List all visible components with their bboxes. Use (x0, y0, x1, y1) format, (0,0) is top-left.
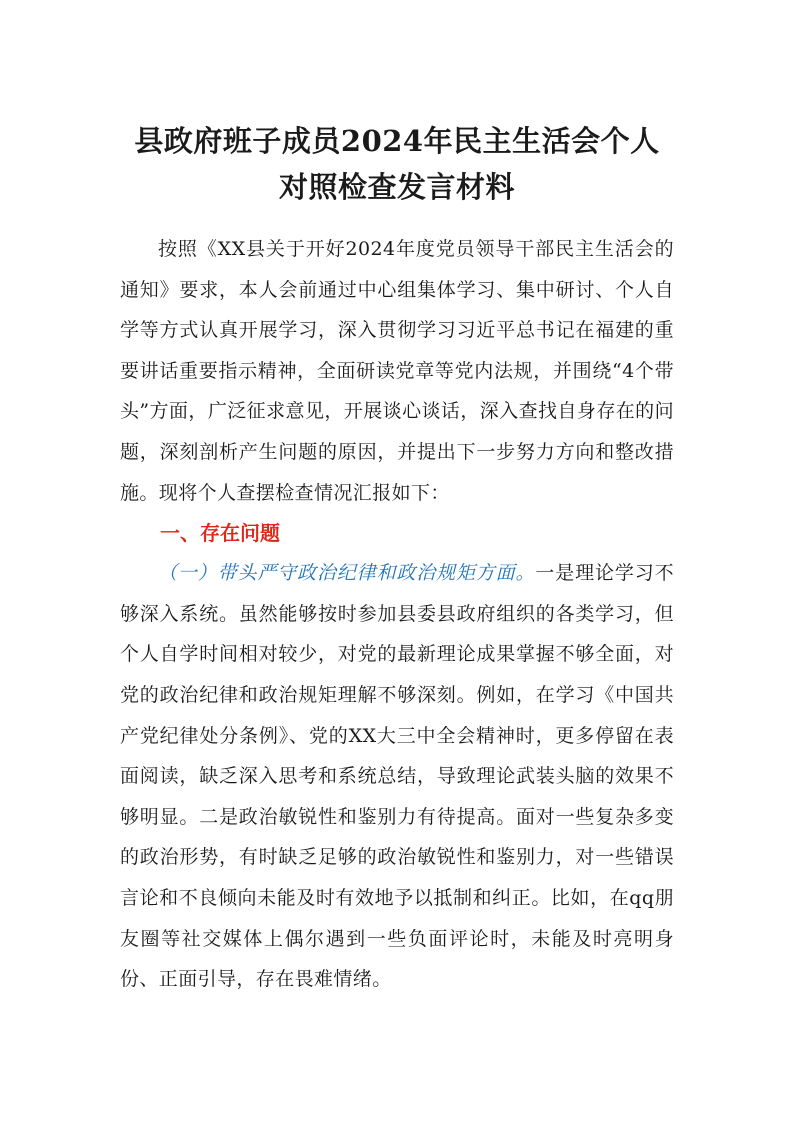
document-title: 县政府班子成员2024年民主生活会个人对照检查发言材料 (134, 124, 660, 204)
document-page (120, 118, 674, 1000)
sub-section-paragraph (120, 553, 674, 1000)
section-heading-problems: 一、存在问题 (160, 521, 280, 546)
point-two-lead: 二是政治敏锐性和鉴别力有待提高。 (199, 805, 516, 828)
sub-heading-political-discipline: （一）带头严守政治纪律和政治规矩方面。 (158, 562, 536, 585)
intro-paragraph: 按照《XX县关于开好2024年度党员领导干部民主生活会的通知》要求，本人会前通过中心组集体学习、集中研讨、个人自学等方式认真开展学习，深入贯彻学习习近平总书记在福建的重要讲话重要指示精神，全面研读党章等党内法规，并围绕“4个带头”方面，广泛征求意见，开展谈心谈话，深入查找自身存在的问题，深刻剖析产生问题的原因，并提出下一步努力方向和整改措施。现将个人查摆检查情况汇报如下： (120, 238, 674, 504)
point-one-lead: 一是理论学习不够深入系统。 (120, 562, 674, 625)
point-two-body: 面对一些复杂多变的政治形势，有时缺乏足够的政治敏锐性和鉴别力，对一些错误言论和不良倾向未能及时有效地予以抵制和纠正。比如，在qq朋友圈等社交媒体上偶尔遇到一些负面评论时，未能及时亮明身份、正面引导，存在畏难情绪。 (120, 805, 674, 991)
point-one-body: 虽然能够按时参加县委县政府组织的各类学习，但个人自学时间相对较少，对党的最新理论成果掌握不够全面，对党的政治纪律和政治规矩理解不够深刻。例如，在学习《中国共产党纪律处分条例》、党的XX大三中全会精神时，更多停留在表面阅读，缺乏深入思考和系统总结，导致理论武装头脑的效果不够明显。 (120, 602, 674, 828)
